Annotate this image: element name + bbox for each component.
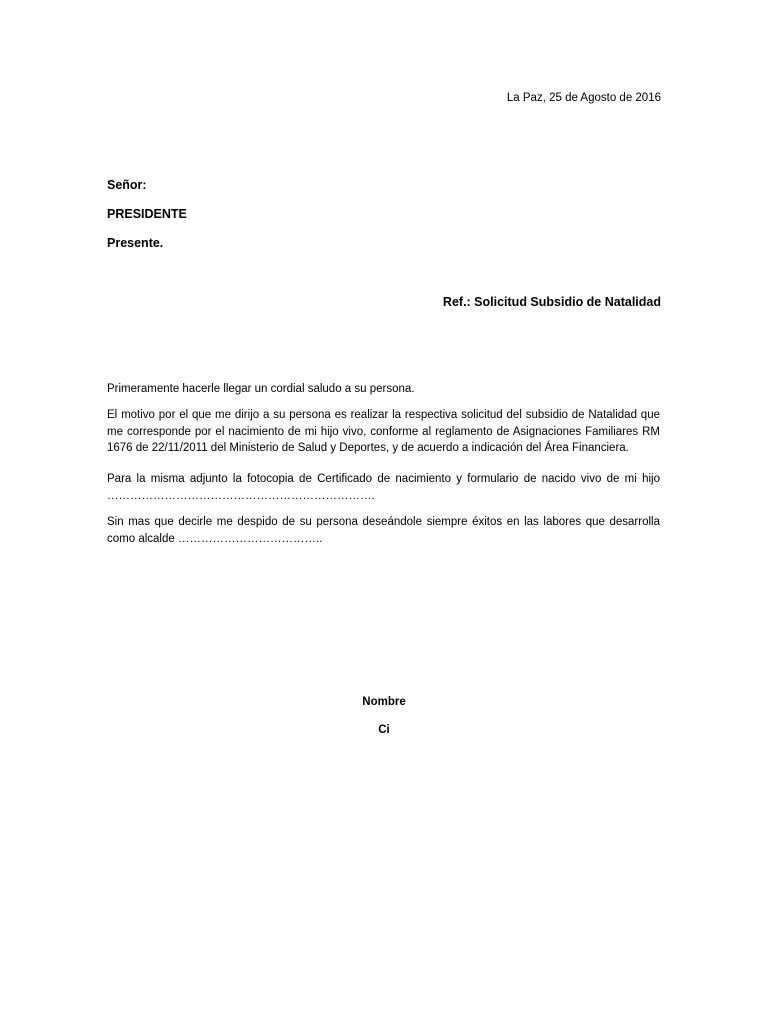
recipient-name: PRESIDENTE bbox=[107, 207, 187, 221]
signature-id-label: Ci bbox=[378, 724, 390, 736]
paragraph-request bbox=[107, 407, 660, 457]
paragraph-text: Sin mas que decirle me despido de su persona deseándole siempre éxitos en las labores que desarrolla como alcalde ……………………………….. bbox=[107, 516, 660, 545]
signature-name-label: Nombre bbox=[362, 696, 406, 708]
recipient-title: Señor: bbox=[107, 178, 147, 192]
reference-line: Ref.: Solicitud Subsidio de Natalidad bbox=[442, 295, 661, 309]
paragraph-text: Para la misma adjunto la fotocopia de Certificado de nacimiento y formulario de nacido vivo de mi hijo ……………………………………………………………. bbox=[107, 473, 660, 502]
date-line: La Paz, 25 de Agosto de 2016 bbox=[506, 92, 661, 104]
paragraph-attachments bbox=[107, 471, 660, 504]
paragraph-text: El motivo por el que me dirijo a su persona es realizar la respectiva solicitud del subsidio de Natalidad que me corresponde por el nacimiento de mi hijo vivo, conforme al reglamento de Asignaciones Familiares RM 1676 de 22/11/2011 del Ministerio de Salud y Deportes, y de acuerdo a indicación del Área Financiera. bbox=[107, 409, 660, 454]
recipient-presente: Presente. bbox=[107, 236, 164, 250]
paragraph-closing bbox=[107, 514, 660, 547]
paragraph-text: Primeramente hacerle llegar un cordial saludo a su persona. bbox=[107, 383, 415, 395]
paragraph-greeting bbox=[107, 381, 660, 398]
